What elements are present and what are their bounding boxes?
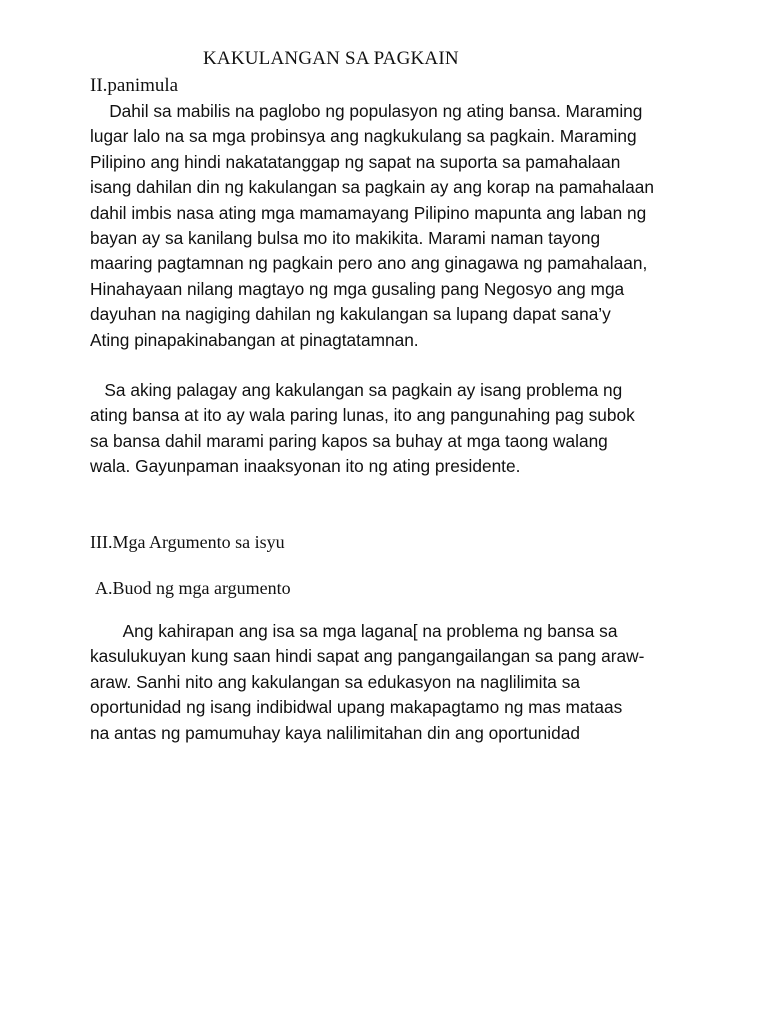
page-preview-fade [0, 752, 768, 1024]
paragraph-line: lugar lalo na sa mga probinsya ang nagkukulang sa pagkain. Maraming [90, 126, 637, 147]
paragraph-line: ating bansa at ito ay wala paring lunas, ito ang pangunahing pag subok [90, 405, 635, 426]
paragraph-line: Hinahayaan nilang magtayo ng mga gusaling pang Negosyo ang mga [90, 278, 625, 299]
paragraph-line: dayuhan na nagiging dahilan ng kakulangan sa lupang dapat sana’y [90, 304, 611, 325]
section-heading-arguments: III.Mga Argumento sa isyu [90, 532, 285, 552]
paragraph-line: sa bansa dahil marami paring kapos sa buhay at mga taong walang [90, 430, 608, 451]
subsection-heading-summary: A.Buod ng mga argumento [95, 578, 291, 598]
paragraph-line: Dahil sa mabilis na paglobo ng populasyon ng ating bansa. Maraming [90, 101, 643, 121]
paragraph-line: isang dahilan din ng kakulangan sa pagkain ay ang korap na pamahalaan [90, 177, 654, 198]
paragraph-line: wala. Gayunpaman inaaksyonan ito ng ating presidente. [90, 456, 521, 477]
arguments-paragraph [90, 619, 690, 746]
paragraph-line: Sa aking palagay ang kakulangan sa pagkain ay isang problema ng [90, 380, 623, 400]
paragraph-line: Ating pinapakinabangan at pinagtatamnan. [90, 329, 419, 350]
paragraph-line: maaring pagtamnan ng pagkain pero ano ang ginagawa ng pamahalaan, [90, 253, 648, 274]
paragraph-line: Ang kahirapan ang isa sa mga lagana[ na problema ng bansa sa [90, 621, 618, 641]
paragraph-line: dahil imbis nasa ating mga mamamayang Pilipino mapunta ang laban ng [90, 202, 647, 223]
document-title: KAKULANGAN SA PAGKAIN [203, 48, 459, 69]
paragraph-line: bayan ay sa kanilang bulsa mo ito makikita. Marami naman tayong [90, 228, 601, 249]
paragraph-line: oportunidad ng isang indibidwal upang makapagtamo ng mas mataas [90, 697, 623, 718]
intro-paragraph-2 [90, 378, 690, 480]
section-heading-panimula: II.panimula [90, 75, 179, 96]
paragraph-line: kasulukuyan kung saan hindi sapat ang pangangailangan sa pang araw- [90, 646, 645, 667]
intro-paragraph-1 [90, 99, 690, 353]
paragraph-line: na antas ng pamumuhay kaya nalilimitahan din ang oportunidad [90, 722, 580, 743]
paragraph-line: araw. Sanhi nito ang kakulangan sa edukasyon na naglilimita sa [90, 671, 580, 692]
paragraph-line: Pilipino ang hindi nakatatanggap ng sapat na suporta sa pamahalaan [90, 151, 621, 172]
